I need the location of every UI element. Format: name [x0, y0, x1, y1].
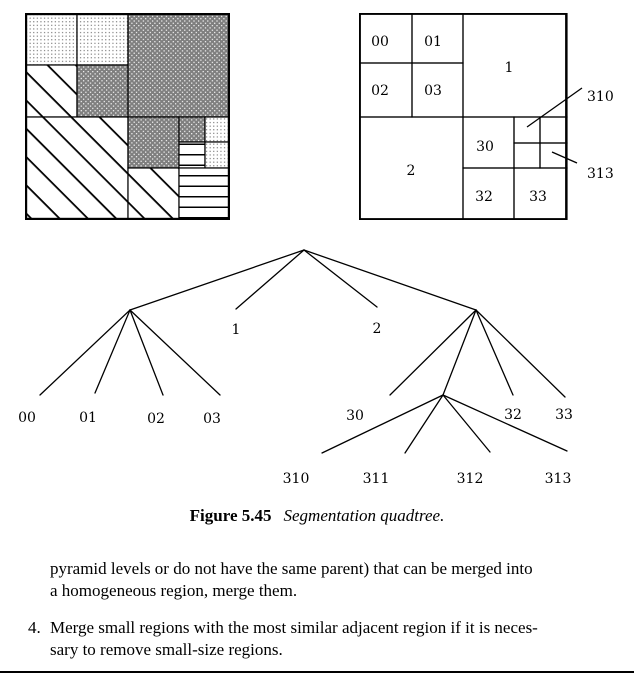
quadtree-tree — [0, 243, 634, 493]
quad-cell-label-2: 2 — [406, 163, 416, 179]
texture-region-00 — [25, 13, 77, 65]
tree-node-label-02: 02 — [147, 411, 165, 427]
tree-edge — [322, 395, 443, 453]
quad-cell-label-30: 30 — [476, 139, 494, 155]
quad-cell-label-01: 01 — [424, 34, 442, 50]
quad-cell-label-1: 1 — [504, 60, 514, 76]
callout-label-313: 313 — [587, 166, 614, 182]
tree-node-label-313: 313 — [544, 471, 572, 487]
texture-region-312 — [179, 142, 205, 168]
figure-caption-title: Segmentation quadtree. — [283, 506, 445, 525]
texture-region-33 — [179, 168, 230, 220]
texture-region-313 — [205, 142, 230, 168]
tree-edge — [40, 310, 130, 395]
tree-node-label-01: 01 — [79, 410, 97, 426]
texture-region-32 — [128, 168, 179, 220]
tree-node-label-00: 00 — [18, 410, 36, 426]
tree-edge — [443, 395, 567, 451]
tree-edge — [130, 310, 220, 395]
tree-edge — [130, 250, 304, 310]
tree-edge — [130, 310, 163, 395]
tree-node-label-03: 03 — [203, 411, 221, 427]
tree-edge — [443, 310, 476, 395]
tree-node-label-30: 30 — [346, 408, 364, 424]
texture-region-1 — [128, 13, 230, 117]
list-item-number: 4. — [28, 618, 41, 637]
texture-region-03 — [77, 65, 128, 117]
texture-region-2 — [25, 117, 128, 220]
quad-cell-313 — [540, 143, 567, 168]
tree-edge — [304, 250, 377, 307]
quad-cell-label-02: 02 — [371, 83, 389, 99]
callout-label-310: 310 — [587, 89, 614, 105]
callout-line-310 — [527, 88, 582, 127]
tree-node-label-312: 312 — [456, 471, 484, 487]
tree-node-label-33: 33 — [555, 407, 573, 423]
paragraph-line: a homogeneous region, merge them. — [50, 581, 298, 600]
tree-node-label-311: 311 — [362, 471, 390, 487]
right-quadtree-diagram — [359, 13, 634, 220]
callout-line-313 — [552, 152, 577, 163]
tree-node-label-1: 1 — [231, 322, 241, 338]
list-item-line: Merge small regions with the most similar adjacent region if it is neces- — [50, 618, 538, 637]
bottom-rule — [0, 671, 634, 673]
tree-edge — [304, 250, 476, 310]
left-quadtree-image — [25, 13, 230, 220]
texture-region-01 — [77, 13, 128, 65]
tree-edge — [443, 395, 490, 452]
quad-cell-label-03: 03 — [424, 83, 442, 99]
quad-cell-312 — [514, 143, 540, 168]
tree-node-label-2: 2 — [372, 321, 382, 337]
list-item-4 — [28, 617, 538, 661]
quad-cell-1 — [463, 13, 567, 117]
paragraph-line: pyramid levels or do not have the same parent) that can be merged into — [50, 559, 533, 578]
tree-node-label-310: 310 — [282, 471, 310, 487]
tree-edge — [390, 310, 476, 395]
texture-region-311 — [205, 117, 230, 142]
tree-edge — [95, 310, 130, 393]
tree-edge — [476, 310, 513, 395]
texture-region-310 — [179, 117, 205, 142]
quad-cell-label-00: 00 — [371, 34, 389, 50]
paragraph-continuation — [50, 558, 533, 602]
tree-edge — [476, 310, 565, 397]
tree-edge — [236, 250, 304, 309]
list-item-line: sary to remove small-size regions. — [50, 640, 283, 659]
quad-cell-label-33: 33 — [529, 189, 547, 205]
texture-region-30 — [128, 117, 179, 168]
figure-caption — [0, 506, 634, 526]
tree-node-label-32: 32 — [504, 407, 522, 423]
quad-cell-label-32: 32 — [475, 189, 493, 205]
quad-cell-311 — [540, 117, 567, 143]
figure-caption-label: Figure 5.45 — [189, 506, 272, 525]
texture-region-02 — [25, 65, 77, 117]
